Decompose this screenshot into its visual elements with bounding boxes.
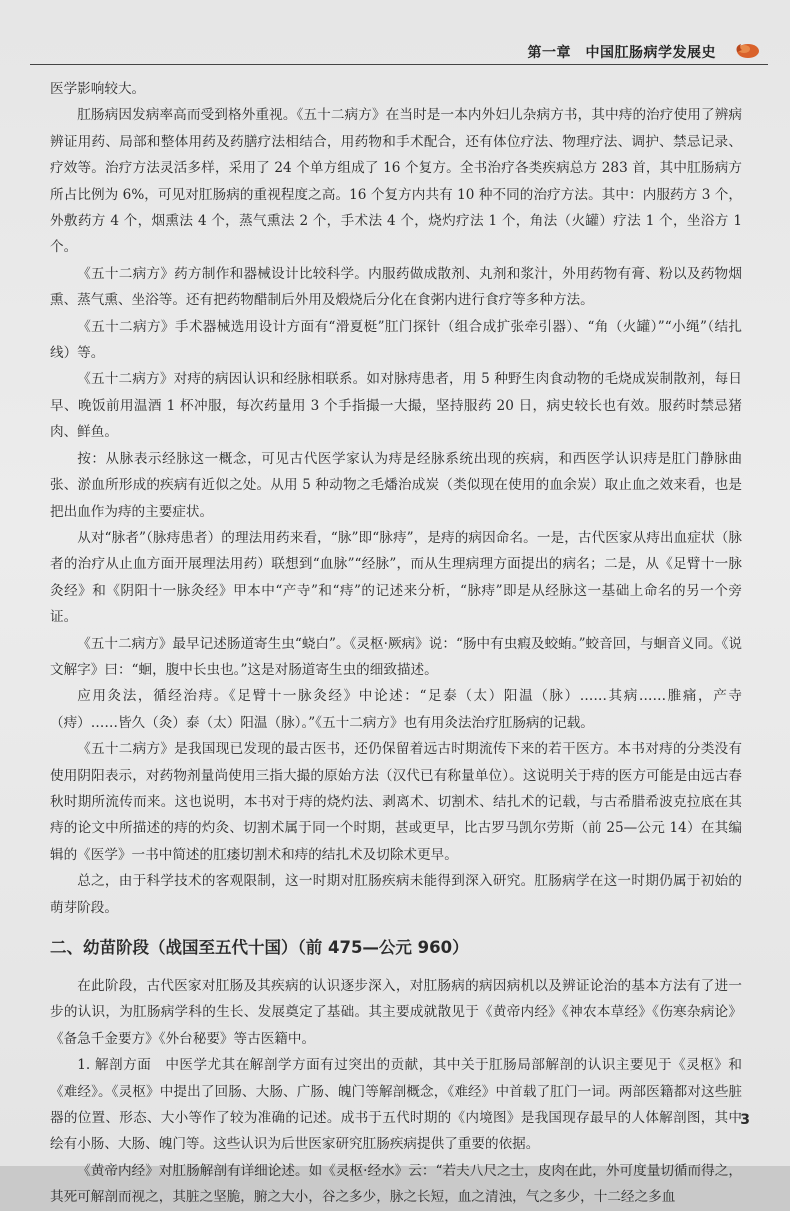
paragraph: 《五十二病方》对痔的病因认识和经脉相联系。如对脉痔患者，用 5 种野生肉食动物的毛烧成炭制散剂，每日早、晚饭前用温酒 1 杯冲服，每次药量用 3 个手指撮一大撮，坚持服药 20 日，病史较长也有效。服药时禁忌猪肉、鲜鱼。: [50, 371, 742, 441]
main-text: [50, 76, 742, 1211]
paragraph: 《黄帝内经》对肛肠解剖有详细论述。如《灵枢·经水》云：“若夫八尺之士，皮肉在此，外可度量切循而得之，其死可解剖而视之，其脏之坚脆，腑之大小，谷之多少，脉之长短，血之清浊，气之多少，十二经之多血: [50, 1162, 742, 1206]
paragraph: 肛肠病因发病率高而受到格外重视。《五十二病方》在当时是一本内外妇儿杂病方书，其中痔的治疗使用了辨病辨证用药、局部和整体用药及药膳疗法相结合，用药物和手术配合，还有体位疗法、物理疗法、调护、禁忌记录、疗效等。治疗方法灵活多样，采用了 24 个单方组成了 16 个复方。全书治疗各类疾病总方 283 首，其中肛肠病方所占比例为 6%，可见对肛肠病的重视程度之高。16 个复方内共有 10 种不同的治疗方法。其中：内服药方 3 个，外敷药方 4 个，烟熏法 4 个，蒸气熏法 2 个，手术法 4 个，烧灼疗法 1 个，角法（火罐）疗法 1 个，坐浴方 1 个。: [50, 107, 742, 256]
paragraph: 《五十二病方》是我国现已发现的最古医书，还仍保留着远古时期流传下来的若干医方。本书对痔的分类没有使用阴阳表示，对药物剂量尚使用三指大撮的原始方法（汉代已有称量单位）。这说明关于痔的医方可能是由远古春秋时期所流传而来。这也说明，本书对于痔的烧灼法、剥离术、切割术、结扎术的记载，与古希腊希波克拉底在其痔的论文中所描述的痔的灼灸、切割术属于同一个时期，甚或更早，比古罗马凯尔劳斯（前 25—公元 14）在其编辑的《医学》一书中简述的肛瘘切割术和痔的结扎术及切除术更早。: [50, 741, 742, 863]
paragraph: 《五十二病方》最早记述肠道寄生虫“蛲白”。《灵枢·厥病》说：“肠中有虫瘕及蛟蛕。”蛟音回，与蛔音义同。《说文解字》曰：“蛔，腹中长虫也。”这是对肠道寄生虫的细致描述。: [50, 635, 742, 678]
section-heading: 二、幼苗阶段（战国至五代十国）（前 475—公元 960）: [50, 938, 469, 957]
paragraph: 按：从脉表示经脉这一概念，可见古代医学家认为痔是经脉系统出现的疾病，和西医学认识痔是肛门静脉曲张、淤血所形成的疾病有近似之处。从用 5 种动物之毛燔治成炭（类似现在使用的血余炭）取止血之效来看，也是把出血作为痔的主要症状。: [50, 450, 742, 520]
page-number: 3: [740, 1112, 750, 1128]
paragraph: 1. 解剖方面 中医学尤其在解剖学方面有过突出的贡献，其中关于肛肠局部解剖的认识主要见于《灵枢》和《难经》。《灵枢》中提出了回肠、大肠、广肠、魄门等解剖概念，《难经》中首载了肛门一词。两部医籍都对这些脏器的位置、形态、大小等作了较为准确的记述。成书于五代时期的《内境图》是我国现存最早的人体解剖图，其中绘有小肠、大肠、魄门等。这些认识为后世医家研究肛肠疾病提供了重要的依据。: [50, 1057, 742, 1153]
paragraph: 在此阶段，古代医家对肛肠及其疾病的认识逐步深入，对肛肠病的病因病机以及辨证论治的基本方法有了进一步的认识，为肛肠病学科的生长、发展奠定了基础。其主要成就散见于《黄帝内经》《神农本草经》《伤寒杂病论》《备急千金要方》《外台秘要》等古医籍中。: [50, 978, 742, 1047]
flame-logo-icon: [734, 40, 760, 60]
paragraph: 《五十二病方》手术器械选用设计方面有“滑夏梃”肛门探针（组合成扩张牵引器）、“角（火罐）”“小绳”（结扎线）等。: [50, 318, 742, 362]
running-header: [30, 36, 768, 65]
paragraph: 医学影响较大。: [50, 81, 146, 97]
paragraph: 《五十二病方》药方制作和器械设计比较科学。内服药做成散剂、丸剂和浆汁，外用药物有膏、粉以及药物烟熏、蒸气熏、坐浴等。还有把药物醋制后外用及煅烧后分化在食粥内进行食疗等多种方法。: [50, 265, 742, 309]
chapter-title: 第一章 中国肛肠病学发展史: [527, 45, 716, 61]
paragraph: 应用灸法，循经治痔。《足臂十一脉灸经》中论述：“足泰（太）阳温（脉）……其病……脽痛，产寺（痔）……皆久（灸）泰（太）阳温（脉）。”《五十二病方》也有用灸法治疗肛肠病的记载。: [50, 688, 742, 731]
paragraph: 总之，由于科学技术的客观限制，这一时期对肛肠疾病未能得到深入研究。肛肠病学在这一时期仍属于初始的萌芽阶段。: [50, 873, 742, 916]
paragraph: 从对“脉者”（脉痔患者）的理法用药来看，“脉”即“脉痔”，是痔的病因命名。一是，古代医家从痔出血症状（脉者的治疗从止血方面开展理法用药）联想到“血脉”“经脉”，而从生理病理方面提出的病名；二是，从《足臂十一脉灸经》和《阴阳十一脉灸经》甲本中“产寺”和“痔”的记述来分析，“脉痔”即是从经脉这一基础上命名的另一个旁证。: [50, 529, 742, 626]
